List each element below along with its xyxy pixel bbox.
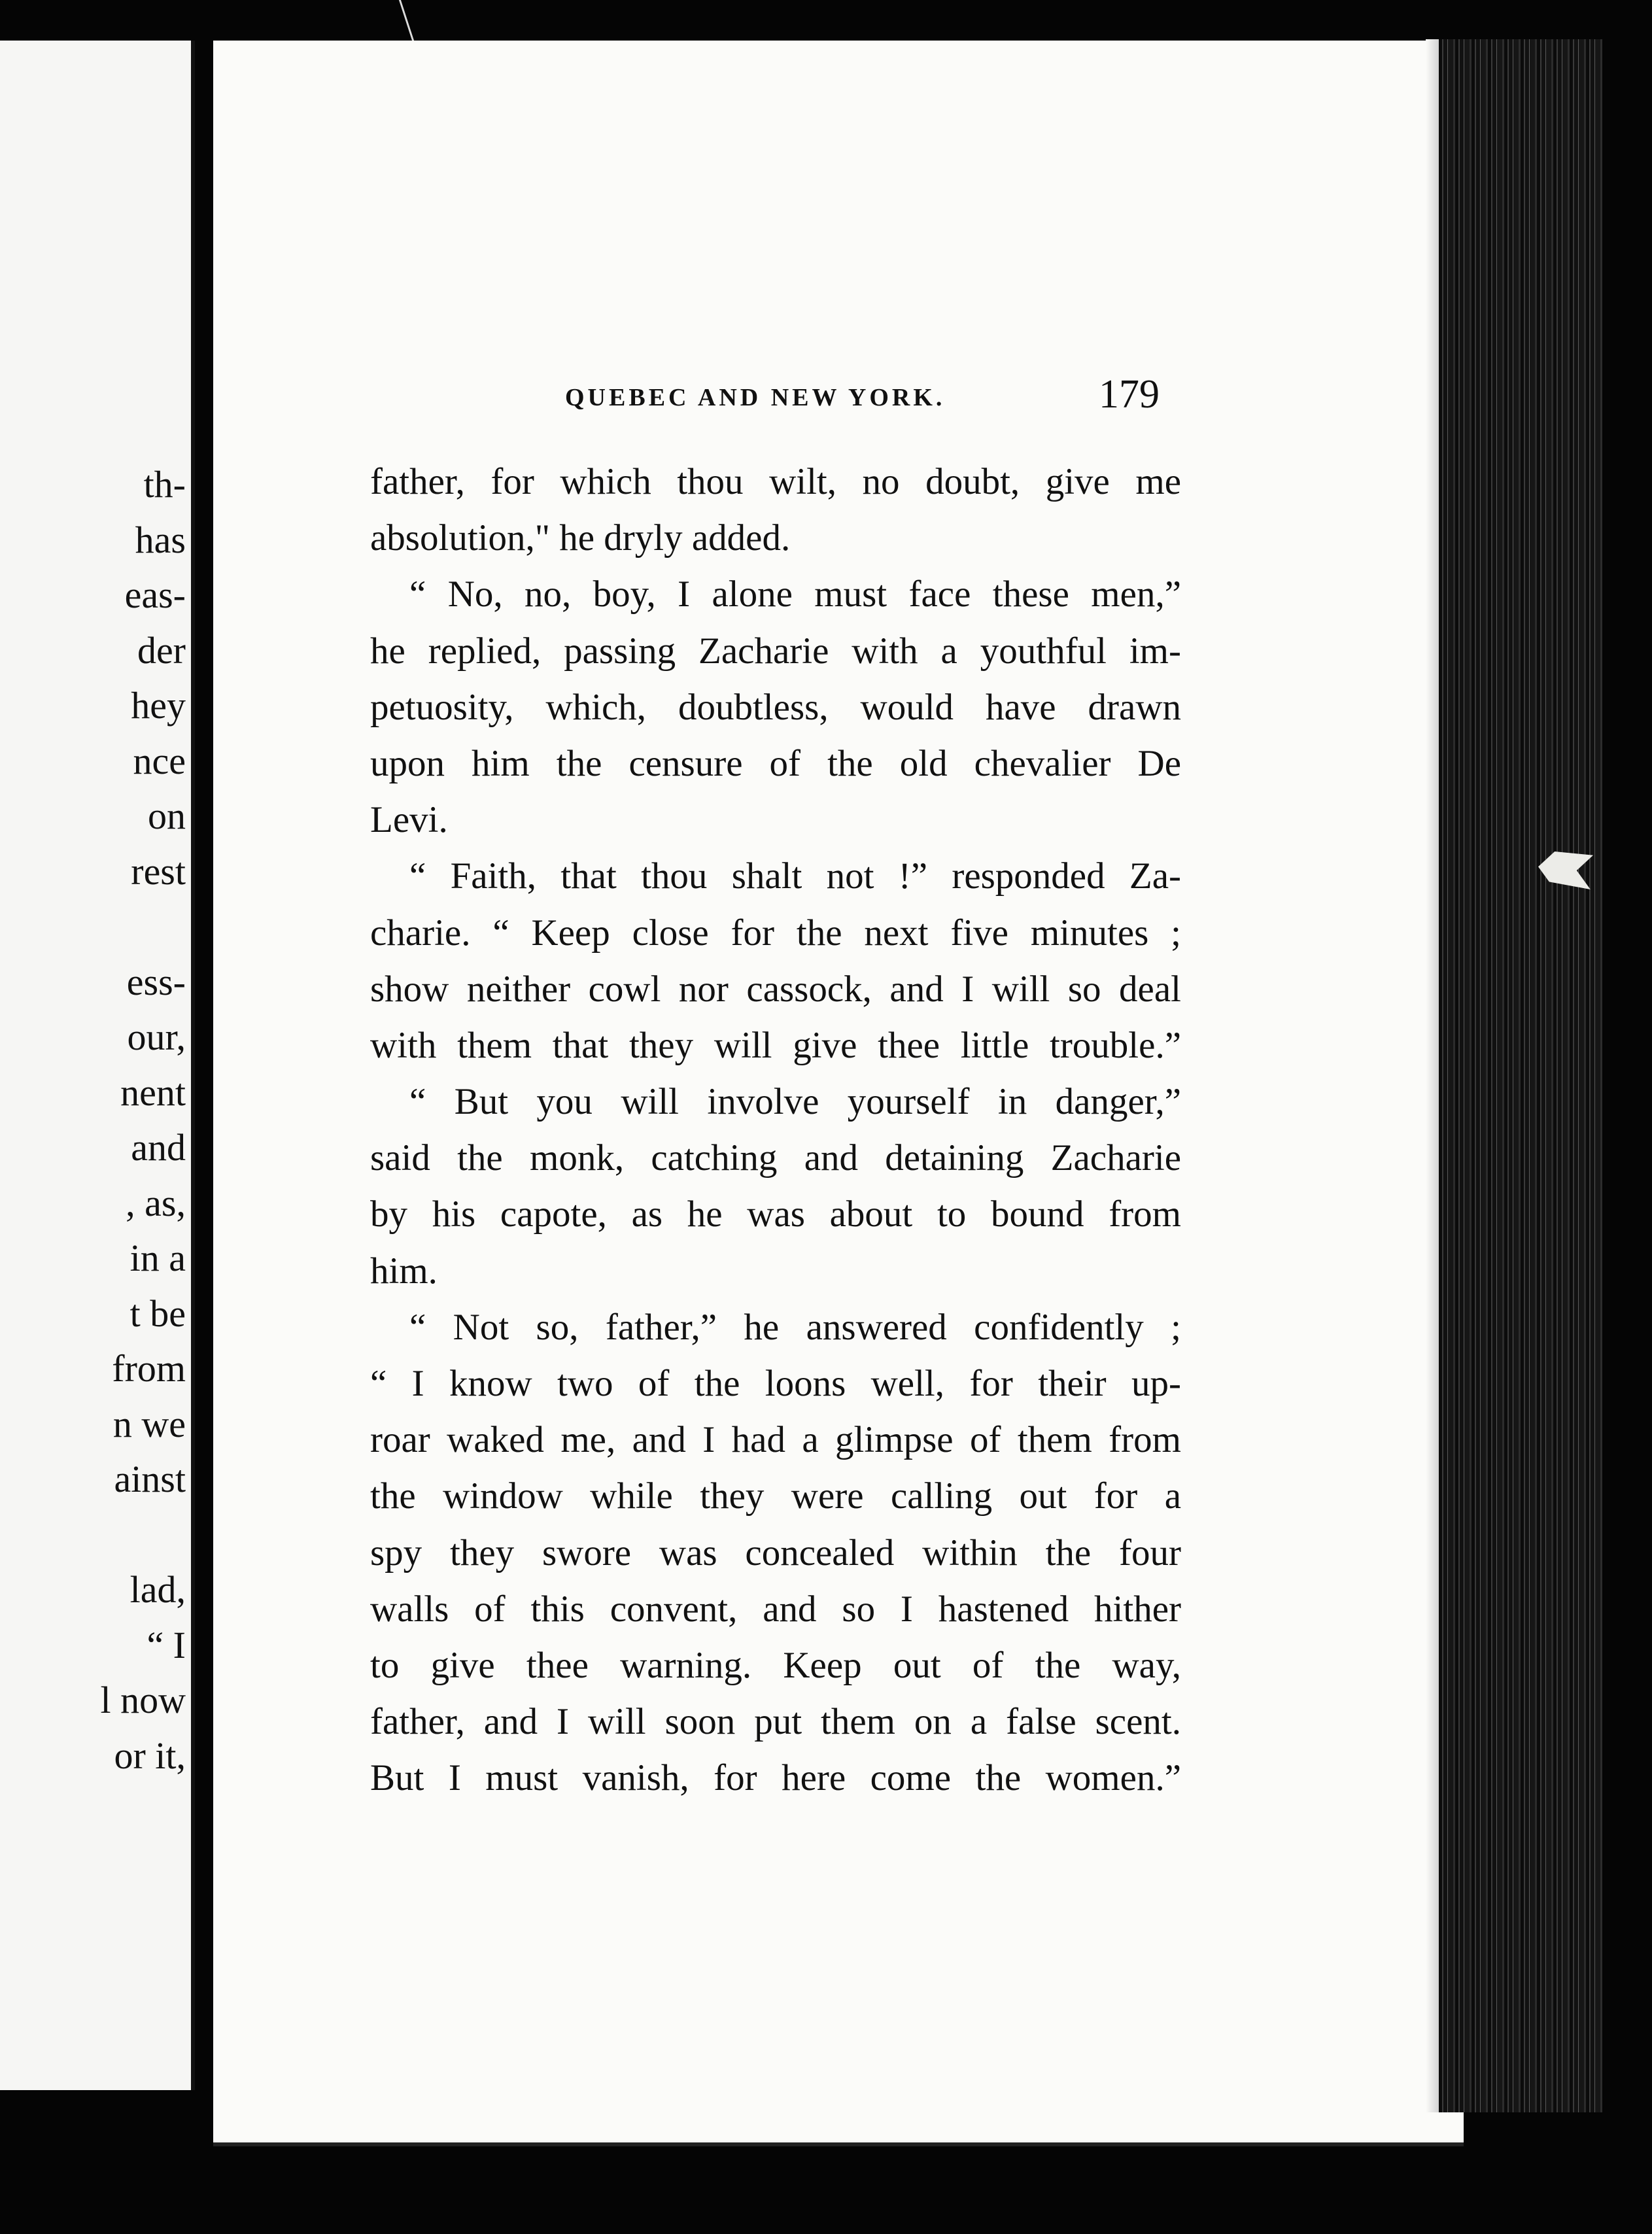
facing-page-fragment: in a (129, 1237, 186, 1279)
page-header (565, 371, 1245, 420)
text-line: spy they swore was concealed within the four (370, 1532, 1181, 1573)
text-line: said the monk, catching and detaining Zacharie (370, 1137, 1181, 1179)
text-line: Levi. (370, 799, 448, 841)
text-line: him. (370, 1250, 438, 1292)
body-text (370, 454, 1181, 1807)
text-line: to give thee warning. Keep out of the way, (370, 1644, 1181, 1686)
facing-page-fragment: n we (112, 1402, 186, 1445)
facing-page-fragment: rest (131, 850, 186, 893)
text-line: petuosity, which, doubtless, would have drawn (370, 686, 1181, 728)
text-line: walls of this convent, and so I hastened hither (370, 1588, 1181, 1630)
facing-page-fragment: hey (131, 684, 186, 727)
bookmark-thread (399, 0, 453, 41)
text-line: with them that they will give thee little trouble.” (370, 1024, 1181, 1066)
facing-page-fragment: nce (133, 739, 186, 782)
facing-page-fragment: our, (127, 1016, 186, 1058)
text-line: he replied, passing Zacharie with a youthful im- (370, 630, 1181, 672)
facing-page-fragment: or it, (114, 1734, 186, 1777)
text-line: “ I know two of the loons well, for their up- (370, 1363, 1181, 1404)
text-line: show neither cowl nor cassock, and I will so deal (370, 968, 1181, 1010)
text-line: charie. “ Keep close for the next five minutes ; (370, 912, 1181, 954)
text-line: “ But you will involve yourself in danger,” (409, 1081, 1181, 1123)
facing-page-fragment: eas- (124, 574, 186, 616)
facing-page-fragment: nent (120, 1071, 186, 1114)
text-line: “ No, no, boy, I alone must face these men,” (409, 574, 1181, 615)
text-line: upon him the censure of the old chevalier De (370, 742, 1181, 784)
running-head: QUEBEC AND NEW YORK. (565, 384, 946, 411)
facing-page-fragment: on (148, 795, 186, 837)
text-line: “ Not so, father,” he answered confidently ; (409, 1306, 1181, 1348)
facing-page-fragment: der (137, 628, 186, 672)
text-line: father, for which thou wilt, no doubt, give me (370, 461, 1181, 502)
facing-page-fragment: lad, (129, 1568, 186, 1611)
facing-page-fragment: from (112, 1347, 186, 1390)
facing-page-fragment: ess- (126, 960, 186, 1003)
facing-page-fragment: l now (100, 1679, 186, 1721)
text-line: absolution," he dryly added. (370, 517, 791, 559)
page-number: 179 (1099, 372, 1160, 417)
facing-page-fragment: , as, (126, 1181, 186, 1224)
facing-page-fragment: and (131, 1126, 186, 1169)
text-line: the window while they were calling out for a (370, 1475, 1181, 1517)
facing-page-fragment: has (135, 518, 186, 561)
text-line: father, and I will soon put them on a false scent. (370, 1701, 1181, 1743)
fore-edge (1439, 39, 1602, 2112)
facing-page-fragment: th- (143, 463, 186, 506)
facing-page-fragment: ainst (114, 1458, 186, 1500)
text-line: roar waked me, and I had a glimpse of them from (370, 1419, 1181, 1461)
text-line: by his capote, as he was about to bound from (370, 1194, 1181, 1235)
facing-page-fragment: t be (129, 1292, 186, 1335)
facing-page (0, 41, 195, 2090)
text-line: “ Faith, that thou shalt not !” responded Za- (409, 855, 1181, 897)
text-line: But I must vanish, for here come the women.” (370, 1757, 1181, 1799)
facing-page-fragment: “ I (146, 1623, 186, 1666)
